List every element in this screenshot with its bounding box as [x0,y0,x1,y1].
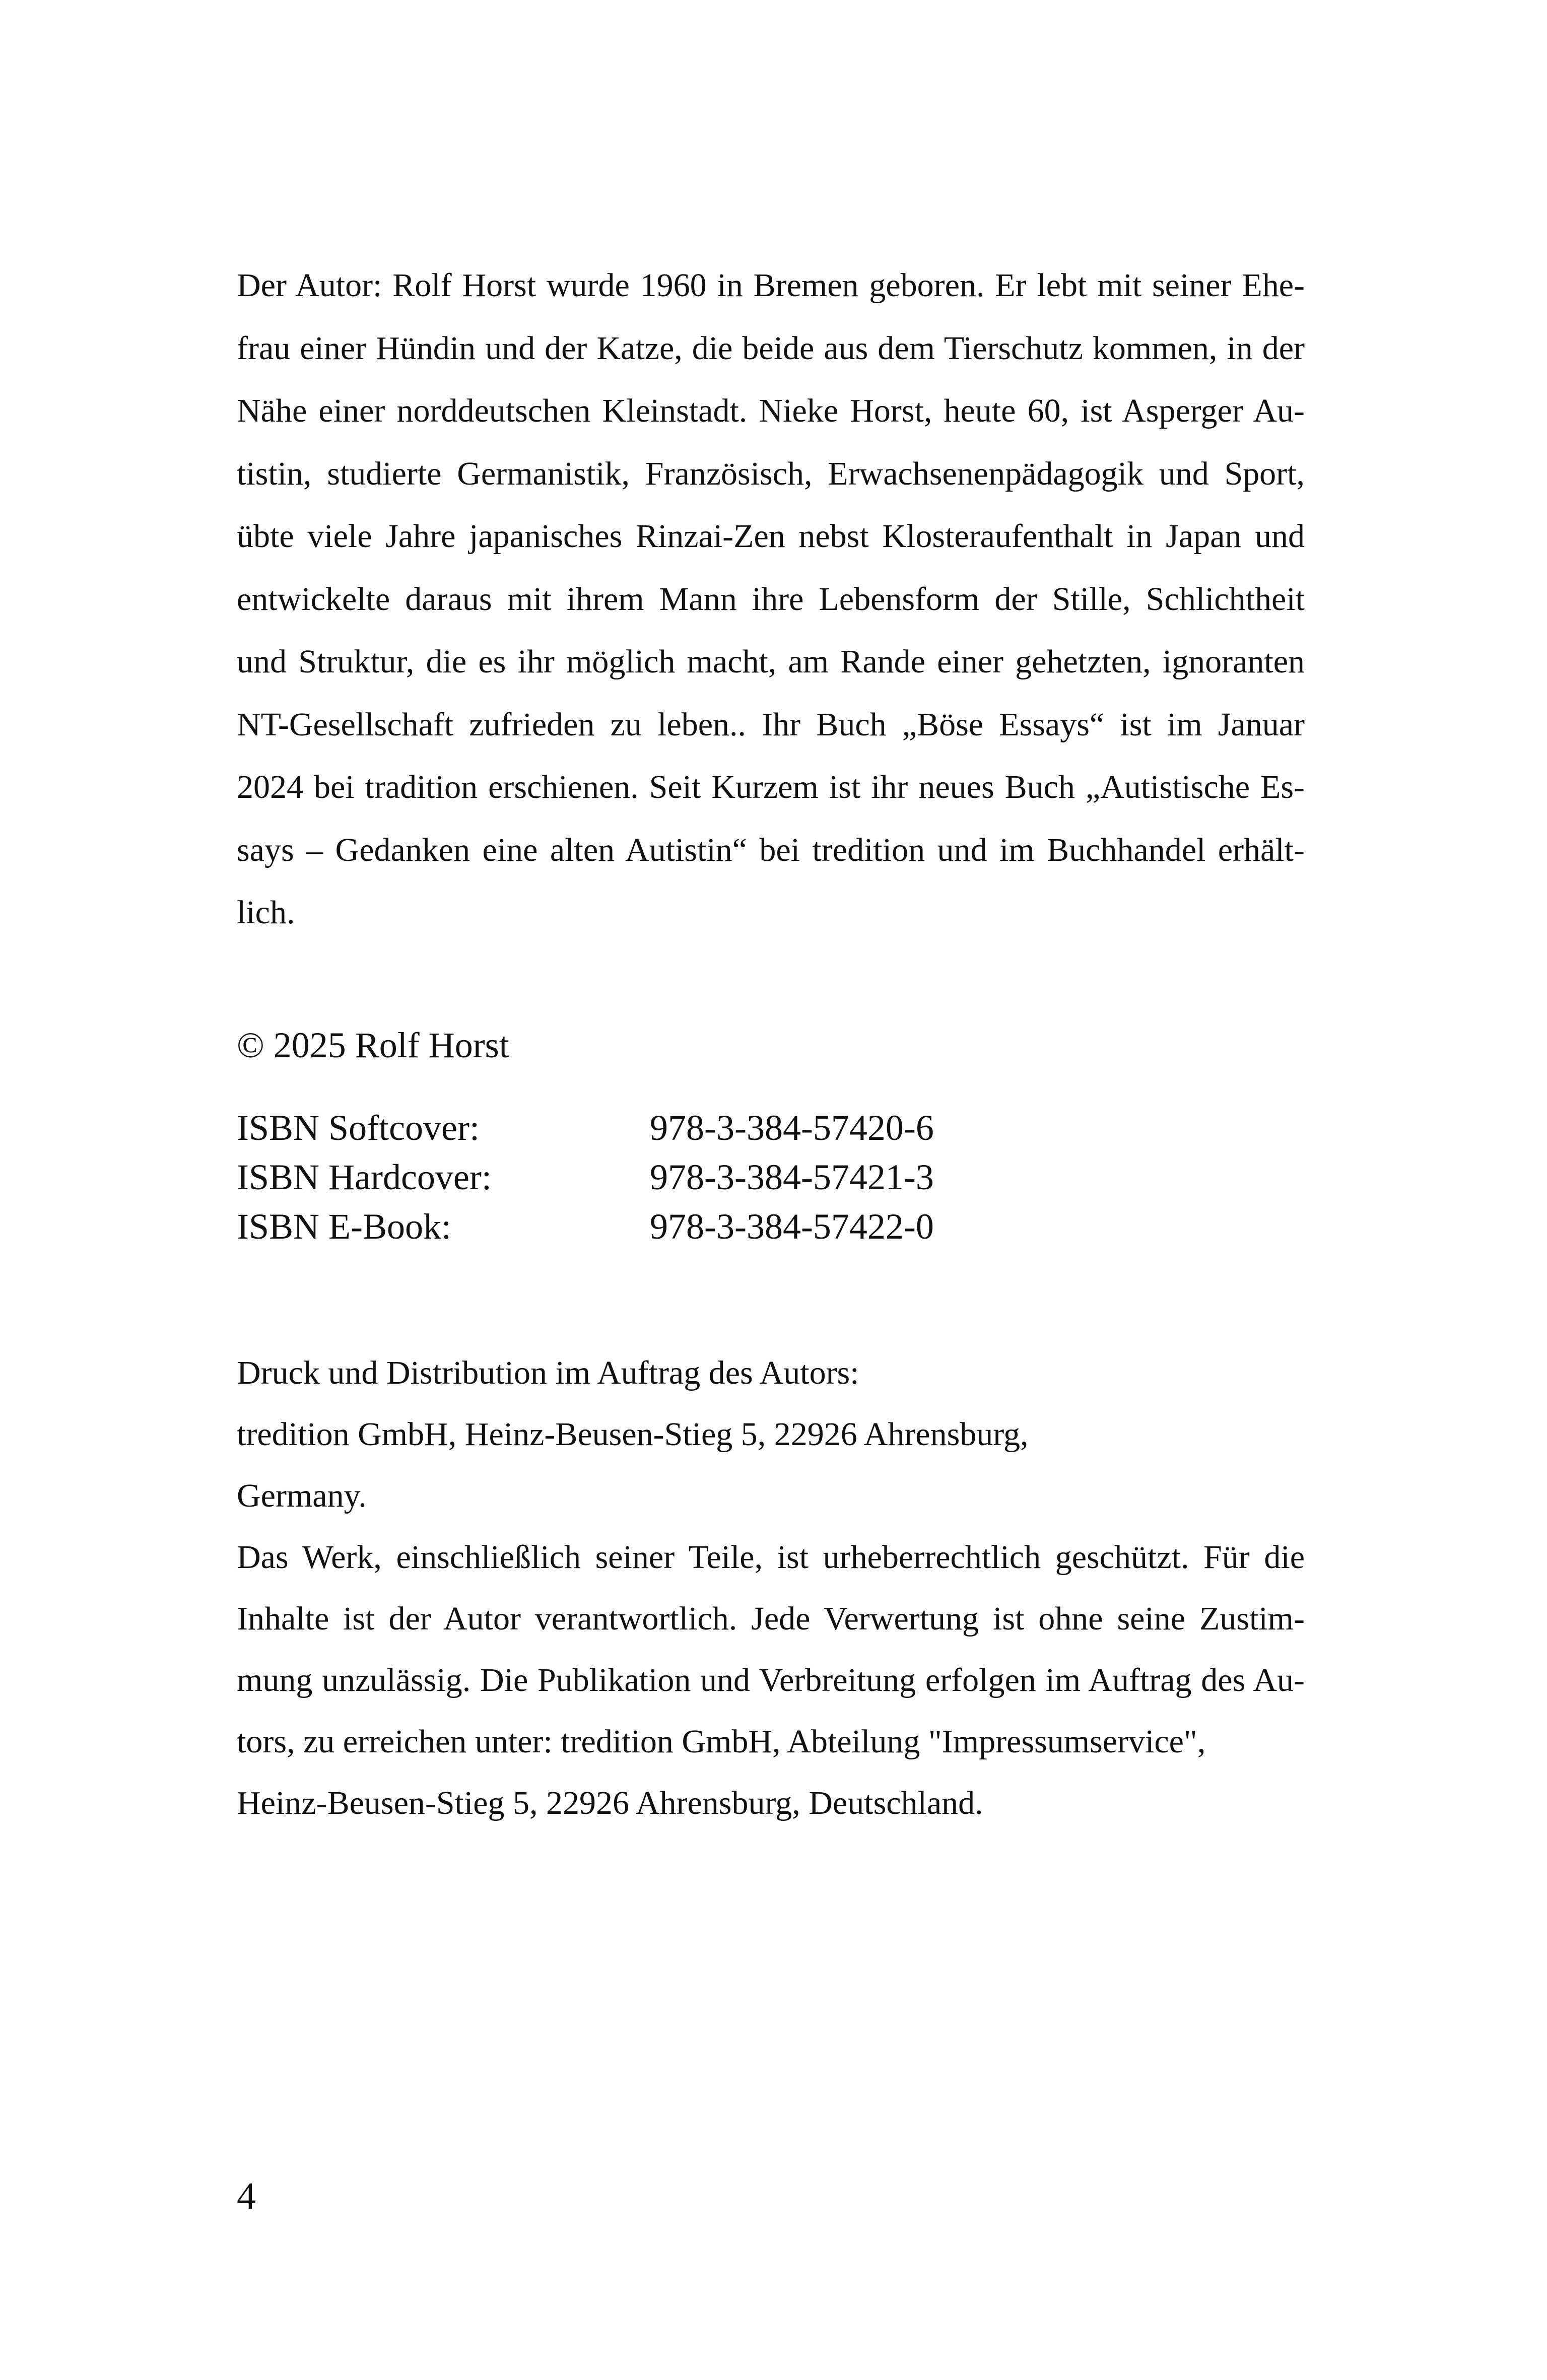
bio-line: Der Autor: Rolf Horst wurde 1960 in Bremen geboren. Er lebt mit seiner Ehe- [237,267,1305,304]
isbn-value: 978-3-384-57420-6 [650,1108,934,1148]
bio-line: frau einer Hündin und der Katze, die beide aus dem Tierschutz kommen, in der [237,329,1305,367]
imprint-line: tors, zu erreichen unter: tredition GmbH, Abteilung "Impressumservice", [237,1723,1206,1760]
imprint-line: Heinz-Beusen-Stieg 5, 22926 Ahrensburg, Deutschland. [237,1785,983,1821]
bio-line: NT-Gesellschaft zufrieden zu leben.. Ihr Buch „Böse Essays“ ist im Januar [237,706,1305,743]
bio-line: Nähe einer norddeutschen Kleinstadt. Nieke Horst, heute 60, ist Asperger Au- [237,392,1305,429]
bio-line: tistin, studierte Germanistik, Französisch, Erwachsenenpädagogik und Sport, [237,455,1305,492]
imprint-line: Das Werk, einschließlich seiner Teile, ist urheberrechtlich geschützt. Für die [237,1539,1305,1576]
bio-line: says – Gedanken eine alten Autistin“ bei tredition und im Buchhandel erhält- [237,831,1305,868]
isbn-list [237,1103,934,1251]
isbn-row [237,1103,934,1152]
imprint-line: Druck und Distribution im Auftrag des Autors: [237,1354,859,1391]
isbn-row [237,1152,934,1202]
isbn-label: ISBN Hardcover: [237,1157,492,1197]
imprint-line: Inhalte ist der Autor verantwortlich. Jede Verwertung ist ohne seine Zustim- [237,1600,1305,1637]
bio-line: lich. [237,894,295,931]
author-biography [237,254,1305,944]
bio-line: und Struktur, die es ihr möglich macht, am Rande einer gehetzten, ignoranten [237,643,1305,680]
isbn-label: ISBN E-Book: [237,1206,452,1247]
isbn-label: ISBN Softcover: [237,1108,480,1148]
bio-line: entwickelte daraus mit ihrem Mann ihre Lebensform der Stille, Schlichtheit [237,580,1305,618]
imprint-notice [237,1342,1305,1834]
isbn-value: 978-3-384-57422-0 [650,1206,934,1247]
isbn-value: 978-3-384-57421-3 [650,1157,934,1197]
bio-line: 2024 bei tradition erschienen. Seit Kurzem ist ihr neues Buch „Autistische Es- [237,769,1305,805]
bio-line: übte viele Jahre japanisches Rinzai-Zen nebst Klosteraufenthalt in Japan und [237,518,1305,555]
isbn-row [237,1202,934,1251]
imprint-line: tredition GmbH, Heinz-Beusen-Stieg 5, 22926 Ahrensburg, [237,1416,1029,1453]
page-number: 4 [237,2175,256,2217]
imprint-line: Germany. [237,1477,367,1514]
copyright-notice: © 2025 Rolf Horst [237,1025,509,1065]
imprint-line: mung unzulässig. Die Publikation und Verbreitung erfolgen im Auftrag des Au- [237,1662,1305,1698]
